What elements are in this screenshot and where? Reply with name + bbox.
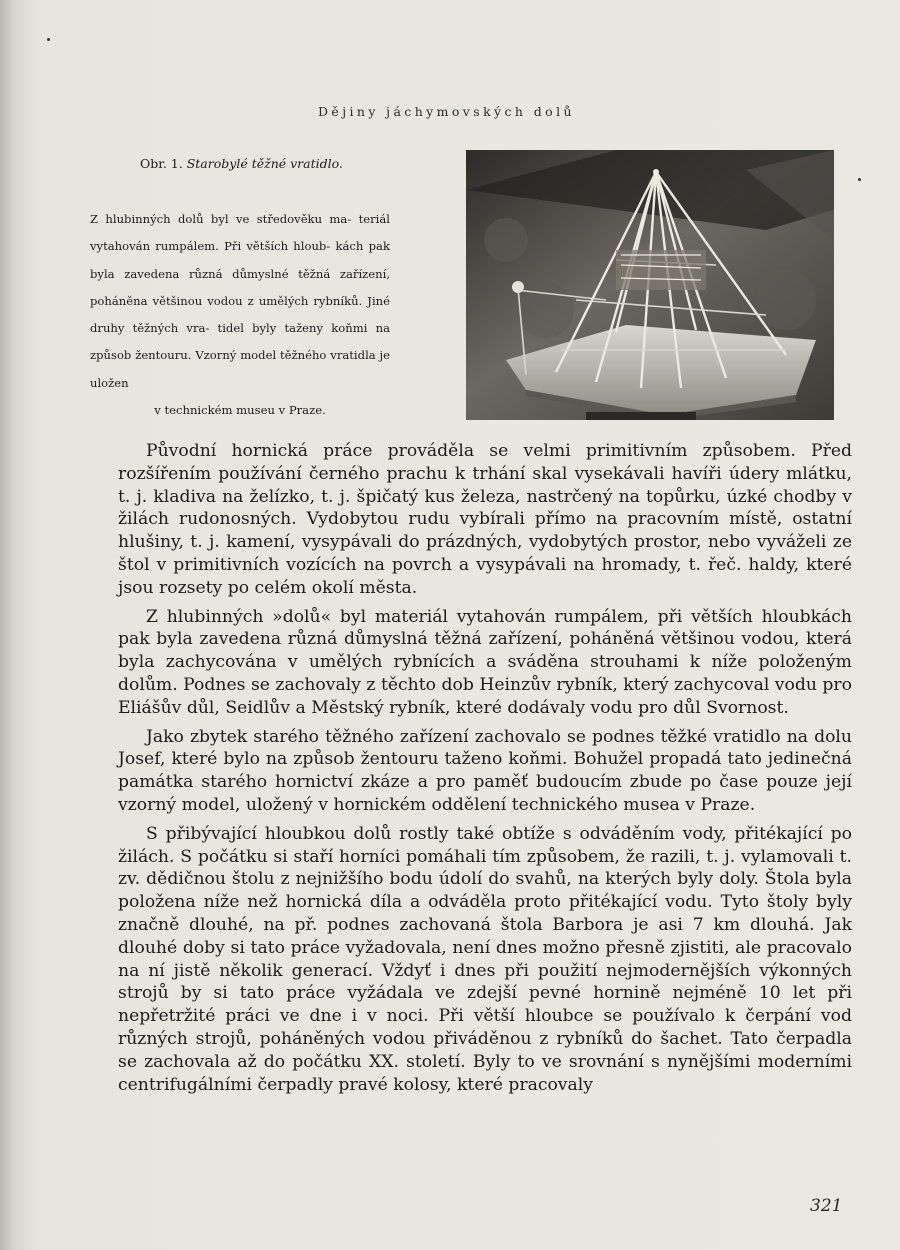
- figure-title: Starobylé těžné vratidlo.: [186, 156, 343, 171]
- paragraph: S přibývající hloubkou dolů rostly také obtíže s odváděním vody, přitékající po žilách. S počátku si staří horníci pomáhali tím způsobem, že razili, t. j. vylamovali t. zv. dědičnou štolu z nejnižšího bodu údolí do svahů, na kterých byly doly. Štola byla položena níže než hornická díla a odváděla proto přitékající vodu. Tyto štoly byly značně dlouhé, na př. podnes zachovaná štola Barbora je asi 7 km dlouhá. Jak dlouhé doby si tato práce vyžadovala, není dnes možno přesně zjistiti, ale pracovalo na ní jistě několik generací. Vždyť i dnes při použití nejmodernějších výkonných strojů by si tato práce vyžádala ve zdejší pevné hornině nejméně 10 let při nepřetržité práci ve dne i v noci. Při větší hloubce se používalo k čerpání vod různých strojů, poháněných vodou přiváděnou z rybníků do šachet. Tato čerpadla se zachovala až do počátku XX. století. Byly to ve srovnání s nynějšími moderními centrifugálními čerpadly pravé kolosy, které pracovaly: [118, 823, 852, 1095]
- paragraph: Jako zbytek starého těžného zařízení zachovalo se podnes těžké vratidlo na dolu Josef, které bylo na způsob žentouru taženo koňmi. Bohužel propadá tato jedinečná památka starého hornictví zkáze a pro paměť budoucím zbude po čase pouze její vzorný model, uložený v hornickém oddělení technického musea v Praze.: [118, 726, 852, 815]
- figure-caption-text: [90, 206, 390, 424]
- caption-line: v technickém museu v Praze.: [154, 403, 326, 418]
- caption-line: Vzorný model těžného vratidla je uložen: [90, 348, 390, 390]
- caption-line: umělých rybníků. Jiné druhy těžných vra-: [90, 293, 390, 336]
- paper-speck: [47, 38, 50, 41]
- figure-label: Obr. 1.: [140, 156, 183, 171]
- caption-line: těžná zařízení, poháněna většinou vodou z: [90, 266, 391, 308]
- body-text: [118, 440, 852, 1102]
- paragraph: Z hlubinných »dolů« byl materiál vytahován rumpálem, při větších hloubkách pak byla zavedena různá důmyslná těžná zařízení, poháněná většinou vodou, která byla zachycována v umělých rybnících a sváděna strouhami k níže položeným dolům. Podnes se zachovaly z těchto dob Heinzův rybník, který zachycoval vodu pro Eliášův důl, Seidlův a Městský rybník, které dodávaly vodu pro důl Svornost.: [118, 606, 852, 718]
- paragraph: Původní hornická práce prováděla se velmi primitivním způsobem. Před rozšířením používání černého prachu k trhání skal vysekávali havíři údery mlátku, t. j. kladiva na želízko, t. j. špičatý kus železa, nastrčený na topůrku, úzké chodby v žilách rudonosných. Vydobytou rudu vybírali přímo na pracovním místě, ostatní hlušiny, t. j. kamení, vysypávali do prázdných, vydobytých prostor, nebo vyváželi ze štol v primitivních vozících na povrch a vysypávali na hromady, t. řeč. haldy, které jsou rozsety po celém okolí města.: [118, 441, 852, 598]
- figure-caption-title: [140, 156, 343, 171]
- caption-line: Z hlubinných dolů byl ve středověku ma-: [90, 212, 352, 226]
- figure-block: [85, 148, 900, 428]
- page-number: 321: [810, 1196, 843, 1216]
- caption-line: tidel byly taženy koňmi na způsob žentouru.: [90, 321, 390, 363]
- winch-model-illustration: [466, 150, 834, 420]
- running-title: Dějiny jáchymovských dolů: [318, 104, 575, 119]
- figure-photo-winch-model: [466, 150, 834, 420]
- caption-line: teriál vytahován rumpálem. Při větších hloub-: [90, 212, 390, 254]
- caption-line: kách pak byla zavedena různá důmyslné: [90, 239, 390, 281]
